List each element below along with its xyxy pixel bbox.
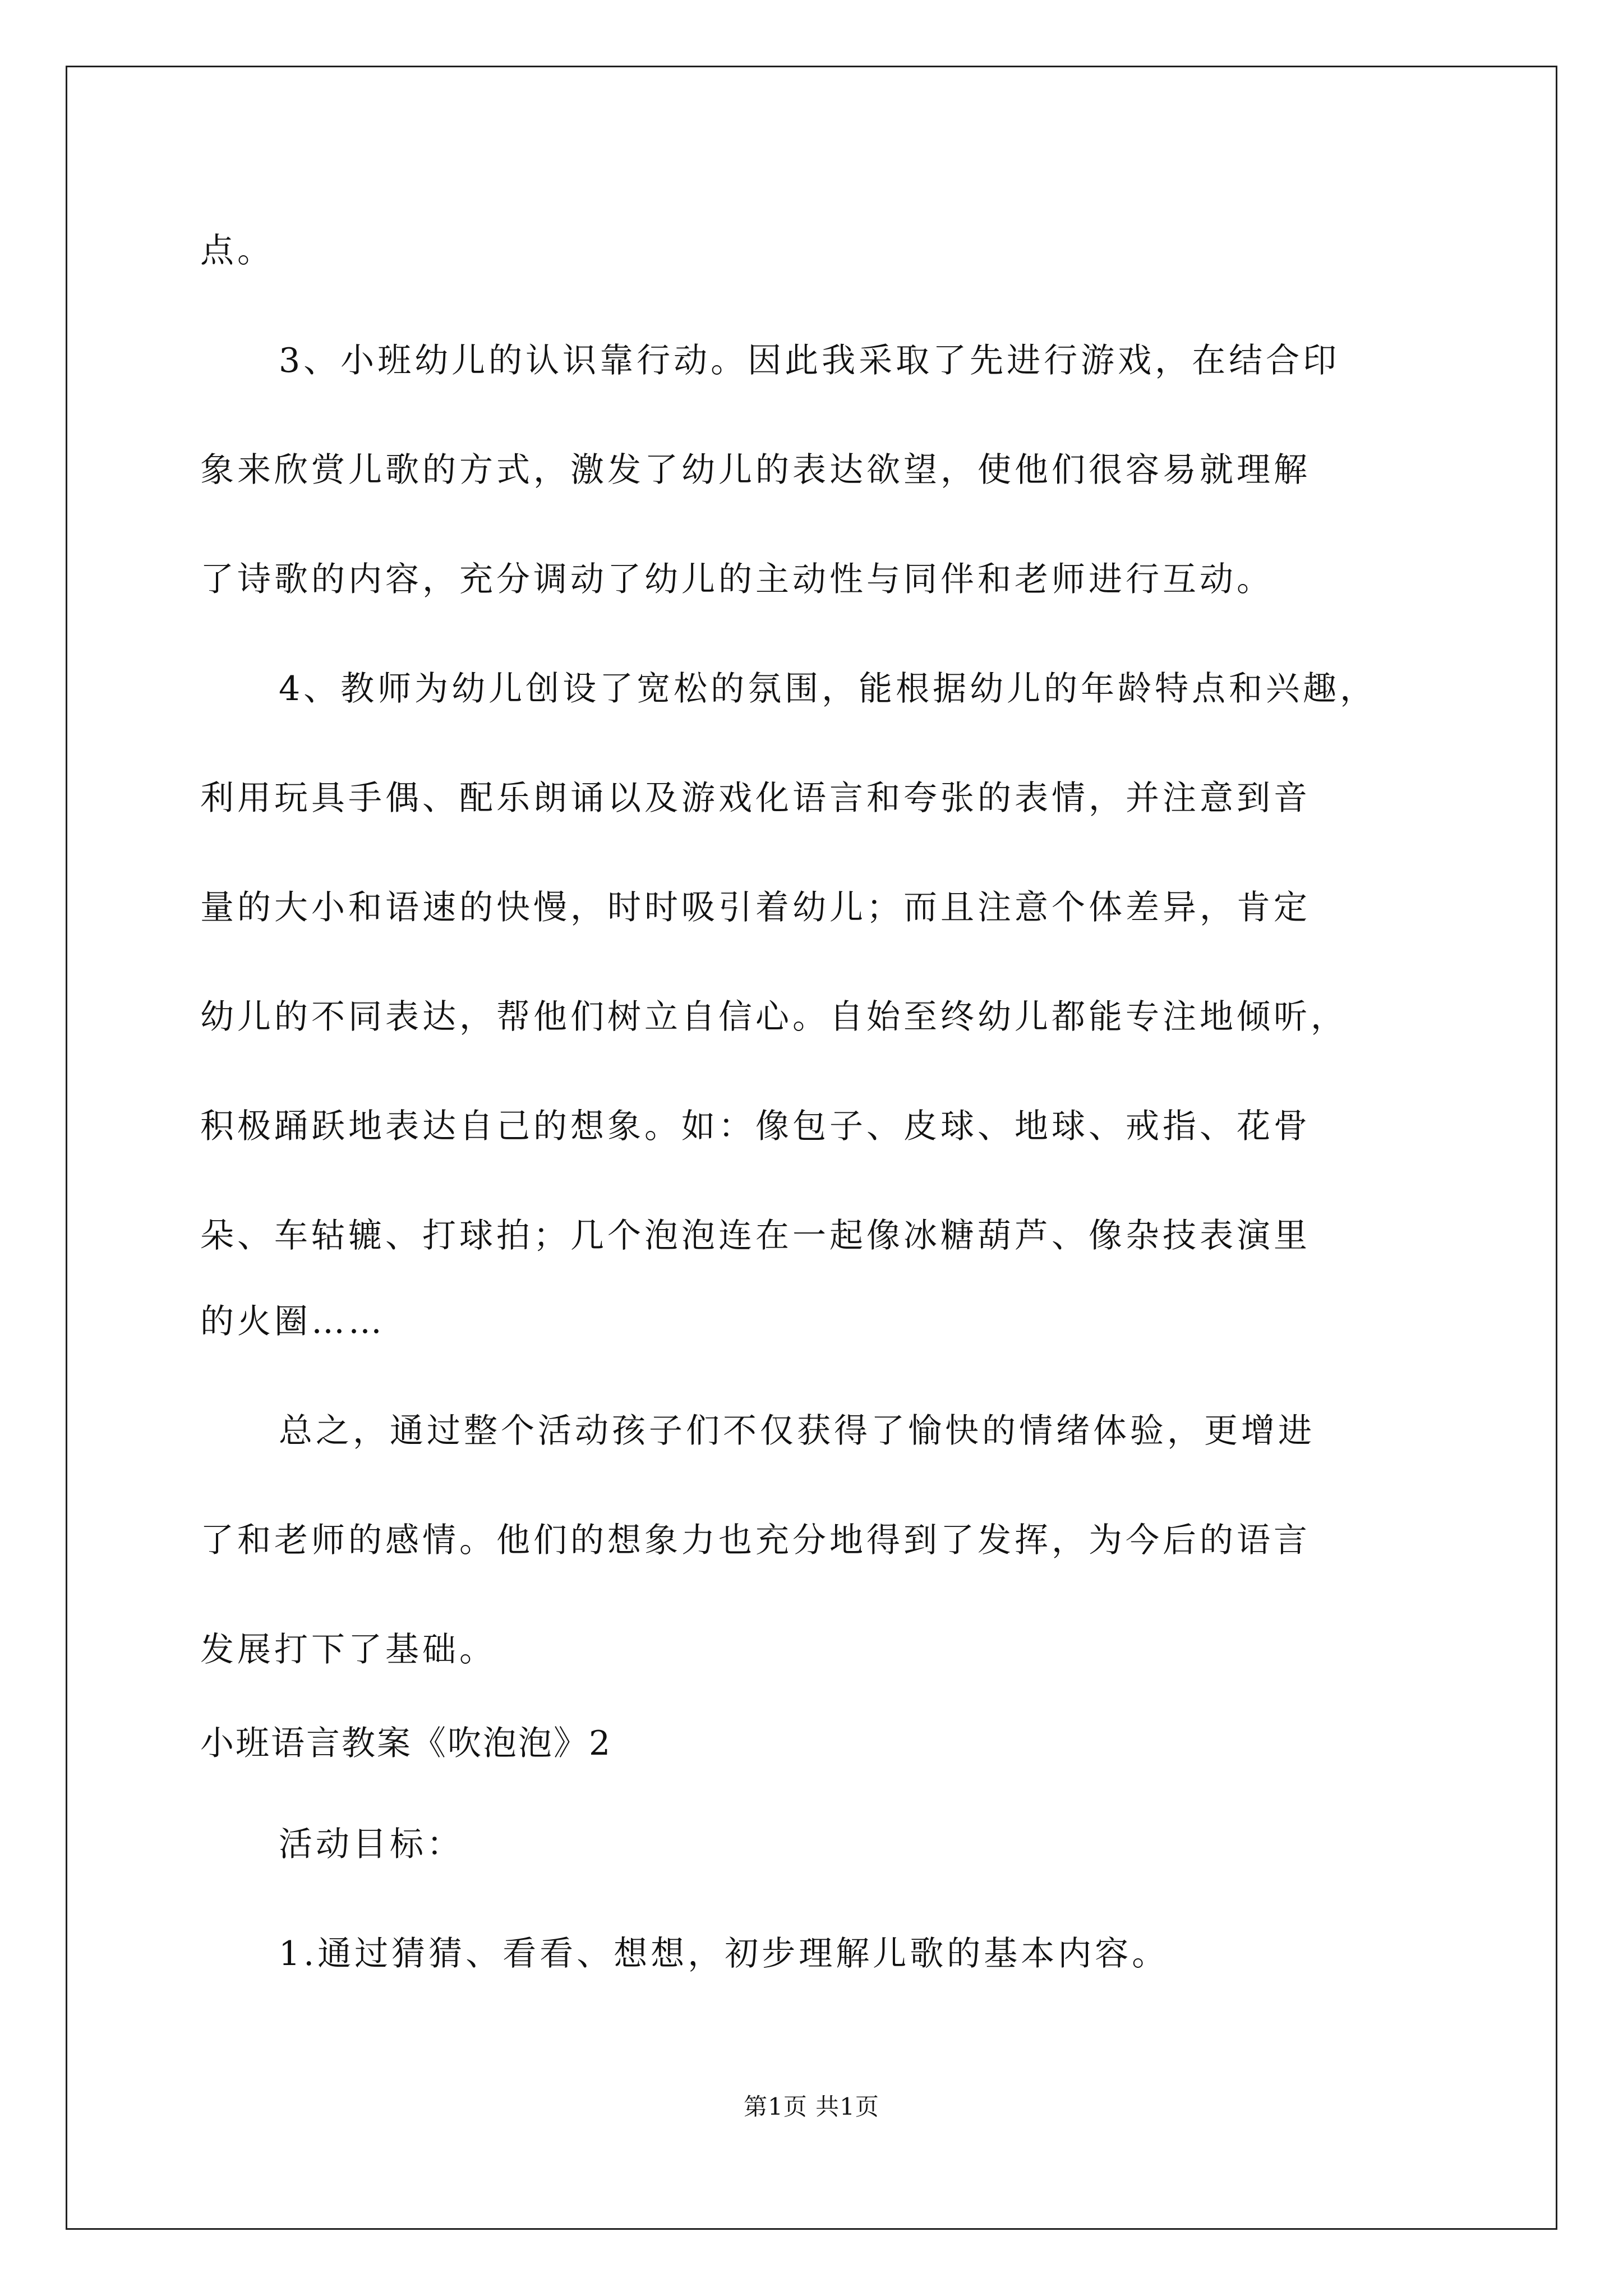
paragraph-4-line-1: 4、教师为幼儿创设了宽松的氛围，能根据幼儿的年龄特点和兴趣，	[279, 669, 1377, 708]
page-footer: 第1页 共1页	[744, 2093, 879, 2120]
paragraph-4-line-7: 的火圈……	[200, 1302, 385, 1341]
paragraph-4-line-5: 积极踊跃地表达自己的想象。如：像包子、皮球、地球、戒指、花骨	[200, 1107, 1311, 1146]
paragraph-continuation: 点。	[200, 231, 274, 270]
conclusion-line-2: 了和老师的感情。他们的想象力也充分地得到了发挥，为今后的语言	[200, 1521, 1311, 1560]
paragraph-4-line-4: 幼儿的不同表达，帮他们树立自信心。自始至终幼儿都能专注地倾听，	[200, 997, 1348, 1037]
section-heading: 小班语言教案《吹泡泡》2	[200, 1724, 612, 1763]
conclusion-line-1: 总之，通过整个活动孩子们不仅获得了愉快的情绪体验，更增进	[279, 1411, 1315, 1451]
activity-goals-label: 活动目标：	[279, 1825, 464, 1864]
conclusion-line-3: 发展打下了基础。	[200, 1630, 496, 1669]
paragraph-4-line-3: 量的大小和语速的快慢，时时吸引着幼儿；而且注意个体差异，肯定	[200, 888, 1311, 927]
paragraph-3-line-2: 象来欣赏儿歌的方式，激发了幼儿的表达欲望，使他们很容易就理解	[200, 450, 1311, 490]
page-border	[66, 66, 1557, 2230]
paragraph-4-line-2: 利用玩具手偶、配乐朗诵以及游戏化语言和夸张的表情，并注意到音	[200, 779, 1311, 818]
paragraph-3-line-3: 了诗歌的内容，充分调动了幼儿的主动性与同伴和老师进行互动。	[200, 560, 1274, 599]
paragraph-3-line-1: 3、小班幼儿的认识靠行动。因此我采取了先进行游戏，在结合印	[279, 341, 1340, 380]
goal-item-1: 1.通过猜猜、看看、想想，初步理解儿歌的基本内容。	[279, 1934, 1169, 1973]
paragraph-4-line-6: 朵、车轱辘、打球拍；几个泡泡连在一起像冰糖葫芦、像杂技表演里	[200, 1216, 1311, 1255]
